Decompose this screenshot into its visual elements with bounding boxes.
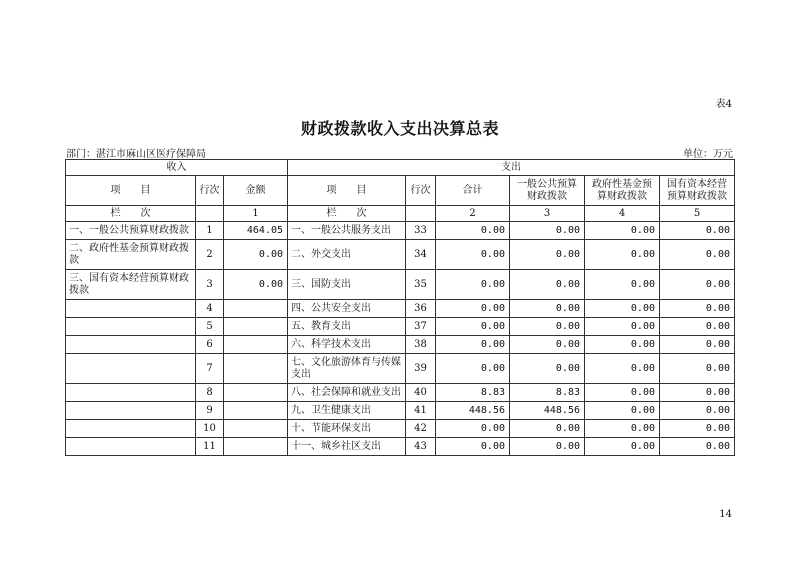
expense-total: 0.00	[436, 420, 510, 438]
expense-total: 0.00	[436, 222, 510, 240]
income-line: 9	[196, 402, 224, 420]
expense-fund: 0.00	[585, 420, 660, 438]
col-index-label: 栏 次	[66, 206, 196, 222]
expense-item: 三、国防支出	[288, 270, 406, 300]
expense-line: 40	[406, 384, 436, 402]
income-item	[66, 354, 196, 384]
expense-line: 34	[406, 240, 436, 270]
expense-total: 0.00	[436, 438, 510, 456]
income-item	[66, 336, 196, 354]
expense-fund: 0.00	[585, 354, 660, 384]
expense-general: 0.00	[510, 318, 585, 336]
income-line: 2	[196, 240, 224, 270]
expense-total: 0.00	[436, 240, 510, 270]
income-amount	[224, 336, 288, 354]
expense-fund: 0.00	[585, 270, 660, 300]
expense-fund: 0.00	[585, 384, 660, 402]
expense-total: 0.00	[436, 318, 510, 336]
expense-total: 0.00	[436, 354, 510, 384]
table-row	[66, 318, 735, 336]
expense-item: 四、公共安全支出	[288, 300, 406, 318]
page-title: 财政拨款收入支出决算总表	[300, 119, 499, 138]
table-number: 表4	[715, 99, 732, 110]
expense-fund: 0.00	[585, 240, 660, 270]
expense-total: 8.83	[436, 384, 510, 402]
expense-item: 六、科学技术支出	[288, 336, 406, 354]
income-amount	[224, 402, 288, 420]
expense-line: 39	[406, 354, 436, 384]
col-header-general: 一般公共预算财政拨款	[510, 176, 585, 206]
expense-total: 0.00	[436, 300, 510, 318]
col-index-label-2: 栏 次	[288, 206, 406, 222]
income-line: 10	[196, 420, 224, 438]
income-line: 6	[196, 336, 224, 354]
col-header-item: 项 目	[66, 176, 196, 206]
expense-state: 0.00	[660, 420, 735, 438]
expense-fund: 0.00	[585, 336, 660, 354]
income-item	[66, 318, 196, 336]
expense-line: 35	[406, 270, 436, 300]
table-row	[66, 300, 735, 318]
expense-general: 448.56	[510, 402, 585, 420]
income-line: 8	[196, 384, 224, 402]
col-index-1: 1	[224, 206, 288, 222]
col-header-state: 国有资本经营预算财政拨款	[660, 176, 735, 206]
expense-state: 0.00	[660, 222, 735, 240]
col-header-line-2: 行次	[406, 176, 436, 206]
page-number: 14	[719, 509, 732, 520]
income-item: 二、政府性基金预算财政拨款	[66, 240, 196, 270]
table-row	[66, 222, 735, 240]
income-item	[66, 438, 196, 456]
col-index-empty	[196, 206, 224, 222]
expense-item: 五、教育支出	[288, 318, 406, 336]
expense-state: 0.00	[660, 336, 735, 354]
income-header: 收入	[66, 160, 288, 176]
col-index-4: 4	[585, 206, 660, 222]
expense-line: 43	[406, 438, 436, 456]
table-row	[66, 438, 735, 456]
income-item: 三、国有资本经营预算财政拨款	[66, 270, 196, 300]
column-index-row	[66, 206, 735, 222]
expense-fund: 0.00	[585, 222, 660, 240]
expense-general: 0.00	[510, 420, 585, 438]
section-header-row	[66, 160, 735, 176]
expense-item: 十、节能环保支出	[288, 420, 406, 438]
table-row	[66, 354, 735, 384]
table-row	[66, 270, 735, 300]
expense-item: 一、一般公共服务支出	[288, 222, 406, 240]
table-row	[66, 384, 735, 402]
col-index-5: 5	[660, 206, 735, 222]
expense-fund: 0.00	[585, 402, 660, 420]
expense-state: 0.00	[660, 384, 735, 402]
table-row	[66, 336, 735, 354]
income-amount	[224, 384, 288, 402]
expense-total: 0.00	[436, 336, 510, 354]
income-amount	[224, 300, 288, 318]
expense-general: 0.00	[510, 438, 585, 456]
income-amount: 0.00	[224, 270, 288, 300]
expense-item: 二、外交支出	[288, 240, 406, 270]
col-header-line: 行次	[196, 176, 224, 206]
expense-state: 0.00	[660, 402, 735, 420]
expense-general: 0.00	[510, 240, 585, 270]
income-amount	[224, 354, 288, 384]
expense-fund: 0.00	[585, 438, 660, 456]
expense-total: 448.56	[436, 402, 510, 420]
expense-total: 0.00	[436, 270, 510, 300]
expense-item: 十一、城乡社区支出	[288, 438, 406, 456]
income-line: 1	[196, 222, 224, 240]
income-item: 一、一般公共预算财政拨款	[66, 222, 196, 240]
col-index-3: 3	[510, 206, 585, 222]
expense-general: 0.00	[510, 354, 585, 384]
department-label: 部门：湛江市麻山区医疗保障局	[66, 149, 206, 160]
income-line: 11	[196, 438, 224, 456]
expense-header: 支出	[288, 160, 735, 176]
expense-general: 0.00	[510, 336, 585, 354]
income-amount: 464.05	[224, 222, 288, 240]
income-amount: 0.00	[224, 240, 288, 270]
income-item	[66, 402, 196, 420]
income-amount	[224, 438, 288, 456]
table-row	[66, 420, 735, 438]
col-index-empty-2	[406, 206, 436, 222]
expense-line: 38	[406, 336, 436, 354]
expense-state: 0.00	[660, 240, 735, 270]
expense-state: 0.00	[660, 438, 735, 456]
col-header-item-2: 项 目	[288, 176, 406, 206]
income-item	[66, 420, 196, 438]
expense-line: 36	[406, 300, 436, 318]
expense-state: 0.00	[660, 318, 735, 336]
col-header-total: 合计	[436, 176, 510, 206]
expense-fund: 0.00	[585, 300, 660, 318]
expense-line: 41	[406, 402, 436, 420]
expense-line: 42	[406, 420, 436, 438]
col-header-fund: 政府性基金预算财政拨款	[585, 176, 660, 206]
expense-general: 0.00	[510, 300, 585, 318]
col-index-2: 2	[436, 206, 510, 222]
income-amount	[224, 420, 288, 438]
unit-label: 单位：万元	[683, 149, 733, 160]
expense-line: 33	[406, 222, 436, 240]
income-item	[66, 300, 196, 318]
income-item	[66, 384, 196, 402]
expense-general: 0.00	[510, 222, 585, 240]
expense-item: 七、文化旅游体育与传媒支出	[288, 354, 406, 384]
expense-general: 0.00	[510, 270, 585, 300]
income-line: 3	[196, 270, 224, 300]
financial-table	[65, 159, 735, 456]
expense-state: 0.00	[660, 300, 735, 318]
expense-state: 0.00	[660, 270, 735, 300]
expense-fund: 0.00	[585, 318, 660, 336]
table-row	[66, 240, 735, 270]
expense-line: 37	[406, 318, 436, 336]
income-amount	[224, 318, 288, 336]
col-header-amount: 金额	[224, 176, 288, 206]
column-header-row	[66, 176, 735, 206]
income-line: 4	[196, 300, 224, 318]
expense-item: 八、社会保障和就业支出	[288, 384, 406, 402]
income-line: 7	[196, 354, 224, 384]
expense-item: 九、卫生健康支出	[288, 402, 406, 420]
table-row	[66, 402, 735, 420]
income-line: 5	[196, 318, 224, 336]
expense-general: 8.83	[510, 384, 585, 402]
expense-state: 0.00	[660, 354, 735, 384]
